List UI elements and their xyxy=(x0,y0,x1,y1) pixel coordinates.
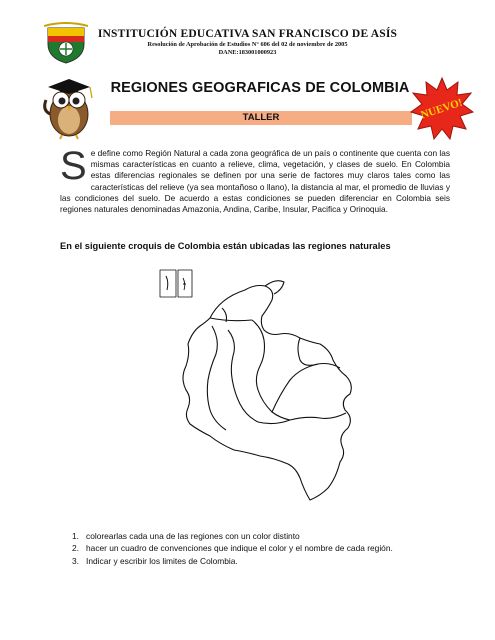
dane-code: DANE:183001000923 xyxy=(218,49,277,56)
task-text: hacer un cuadro de convenciones que indique el color y el nombre de cada región. xyxy=(86,543,393,554)
owl-mascot-icon xyxy=(36,70,106,140)
dropcap: S xyxy=(60,144,87,188)
intro-paragraph xyxy=(60,144,450,215)
task-text: colorearlas cada una de las regiones con un color distinto xyxy=(86,531,300,541)
task-number: 1. xyxy=(72,531,79,541)
list-item xyxy=(72,530,452,542)
nuevo-badge-icon xyxy=(410,76,474,140)
list-item xyxy=(72,542,452,554)
colombia-regions-map xyxy=(150,268,365,503)
task-number: 2. xyxy=(72,543,79,554)
task-text: Indicar y escribir los limites de Colombia. xyxy=(86,555,238,566)
nuevo-badge-text: NUEVO! xyxy=(419,96,465,122)
taller-label: TALLER xyxy=(242,112,280,123)
task-list xyxy=(72,530,452,567)
resolution-text: Resolución de Aprobación de Estudios N° 606 del 02 de noviembre de 2005 xyxy=(147,41,348,48)
list-item xyxy=(72,555,452,567)
task-number: 3. xyxy=(72,555,79,566)
page-title: REGIONES GEOGRAFICAS DE COLOMBIA xyxy=(110,80,410,96)
intro-text: e define como Región Natural a cada zona geográfica de un país o continente que cuenta con las mismas características en cuanto a relieve, clima, vegetación, y clases de suelo. En Colombia estas diferencias regionales se definen por una serie de factores muy claros tales como las características del relieve (ya sea montañoso o llano), la distancia al mar, el promedio de lluvias y las condiciones del suelo. De acuerdo a estas condiciones se pueden diferenciar en Colombia seis regiones naturales denominadas Amazonia, Andina, Caribe, Insular, Pacifica y Orinoquia. xyxy=(60,148,450,215)
map-heading: En el siguiente croquis de Colombia están ubicadas las regiones naturales xyxy=(60,241,391,251)
school-name: INSTITUCIÓN EDUCATIVA SAN FRANCISCO DE ASÍS xyxy=(97,28,398,40)
